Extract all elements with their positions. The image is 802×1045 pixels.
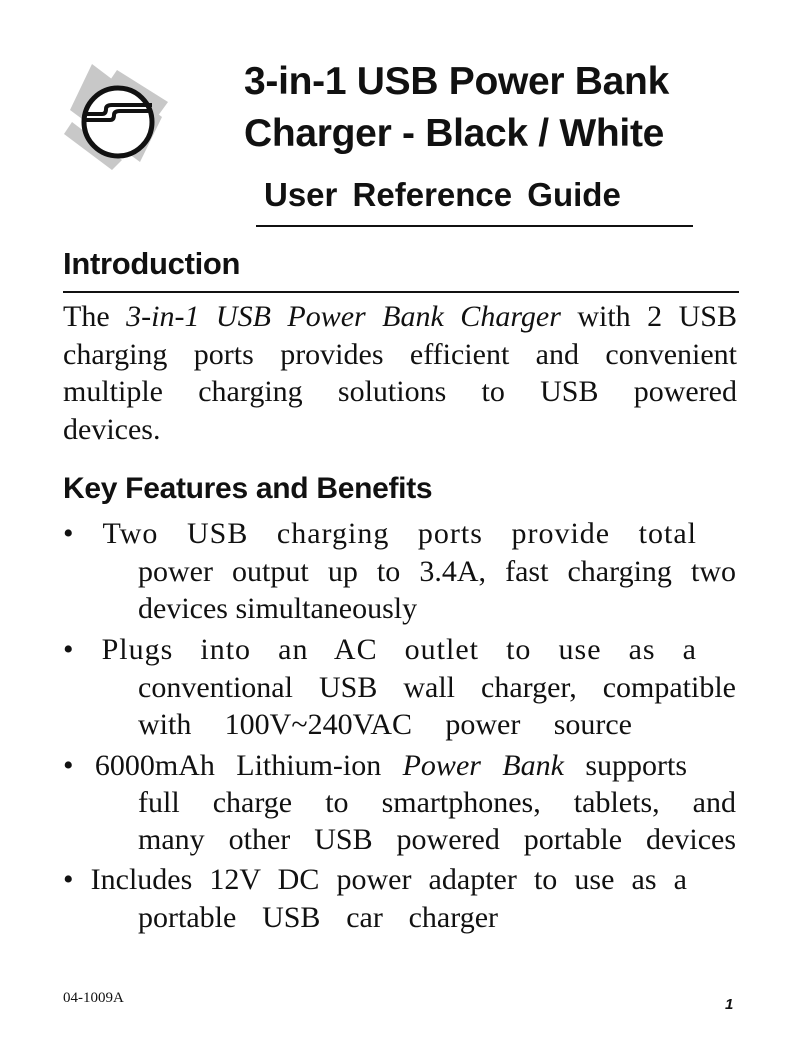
title-line-2: Charger - Black / White [244,112,665,155]
bullet-3-line-2: full charge to smartphones, tablets, and [138,786,736,819]
title-line-1: 3-in-1 USB Power Bank [244,60,669,103]
bullet-text: supports [563,749,687,782]
bullet-1-line-3: devices simultaneously [138,592,418,625]
page-number: 1 [725,996,734,1013]
bullet-2-line-2: conventional USB wall charger, compatible [138,671,736,704]
subtitle-underline [256,225,693,227]
company-logo [62,62,172,172]
bullet-3-line-1 [63,747,687,785]
bullet-text: • 6000mAh Lithium-ion [63,749,403,782]
intro-line-1 [63,298,737,336]
intro-text: with 2 USB [560,300,737,333]
bullet-2-line-3: with 100V~240VAC power source [138,708,632,741]
bullet-1-line-1: • Two USB charging ports provide total [63,517,697,550]
document-code: 04-1009A [63,990,124,1006]
bullet-1-line-2: power output up to 3.4A, fast charging two [138,555,736,588]
product-name-emphasis: 3-in-1 USB Power Bank Charger [126,300,561,333]
intro-line-4: devices. [63,413,161,446]
intro-line-3: multiple charging solutions to USB powered [63,375,737,408]
power-bank-emphasis: Power Bank [402,749,564,782]
bullet-4-line-2: portable USB car charger [138,901,498,934]
intro-text: The [63,300,127,333]
introduction-heading: Introduction [63,246,241,281]
bullet-2-line-1: • Plugs into an AC outlet to use as a [63,633,697,666]
bullet-4-line-1: • Includes 12V DC power adapter to use as a [63,863,687,896]
intro-line-2: charging ports provides efficient and convenient [63,338,737,371]
subtitle: User Reference Guide [264,176,621,213]
features-heading: Key Features and Benefits [63,472,433,505]
heading-rule [63,291,739,293]
bullet-3-line-3: many other USB powered portable devices [138,823,736,856]
